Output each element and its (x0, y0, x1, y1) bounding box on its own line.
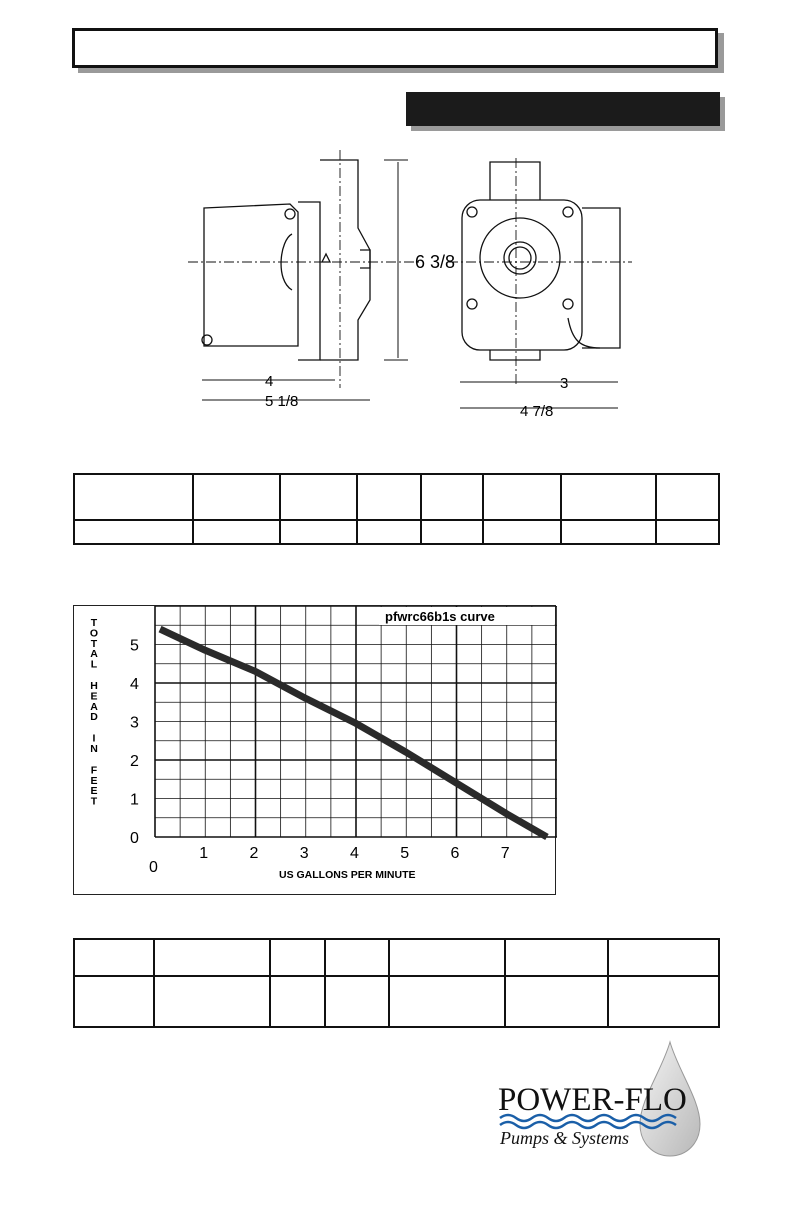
power-flo-logo (494, 1040, 724, 1160)
spec-cell (483, 520, 561, 544)
spec-cell (280, 474, 357, 520)
spec-cell (325, 939, 389, 976)
spec-cell (421, 520, 483, 544)
y-axis-label-letter: T (90, 617, 98, 629)
y-axis-label-letter: O (89, 627, 99, 640)
y-axis-label-letter: E (90, 690, 98, 703)
spec-table-2 (73, 938, 720, 1028)
x-tick-label: 0 (149, 859, 158, 876)
spec-cell (656, 520, 719, 544)
y-tick-label: 1 (130, 791, 139, 809)
y-axis-label-letter: F (90, 764, 98, 777)
y-tick-label: 3 (130, 714, 139, 732)
y-tick-label: 2 (130, 753, 139, 770)
y-axis-label-letter: L (90, 658, 98, 671)
series-line (160, 629, 547, 837)
spec-cell (270, 939, 325, 976)
spec-cell (656, 474, 719, 520)
y-axis-label-letter: A (90, 700, 98, 713)
spec-table (73, 473, 720, 545)
pump-curve-chart (74, 606, 557, 896)
x-tick-label: 3 (299, 845, 309, 862)
spec-cell (280, 520, 357, 544)
dim-height: 6 3/8 (415, 252, 456, 272)
x-tick-label: 4 (350, 845, 359, 862)
spec-cell (325, 976, 389, 1027)
y-axis-label-letter: H (90, 680, 98, 692)
spec-cell (193, 520, 280, 544)
x-tick-label: 6 (450, 845, 460, 862)
spec-cell (483, 474, 561, 520)
y-axis-label-letter: N (90, 743, 98, 755)
spec-cell (154, 939, 270, 976)
y-axis-label-letter: A (90, 648, 98, 661)
dim-width-total: 4 7/8 (520, 403, 554, 420)
spec-cell (561, 474, 656, 520)
logo-brand: POWER-FLO (498, 1082, 687, 1118)
section-header-bar (406, 92, 720, 126)
x-axis-label: US GALLONS PER MINUTE (279, 869, 416, 881)
spec-cell (270, 976, 325, 1027)
spec-cell (389, 976, 505, 1027)
chart-title: pfwrc66b1s curve (385, 609, 495, 624)
y-tick-label: 5 (130, 637, 139, 655)
y-axis-label (90, 617, 98, 808)
dim-depth-body: 4 (265, 373, 274, 390)
pump-dimension-drawing (180, 150, 640, 430)
spec-cell (357, 520, 421, 544)
spec-cell (154, 976, 270, 1027)
y-axis-label-letter: I (92, 732, 96, 745)
spec-cell (505, 976, 608, 1027)
spec-cell (608, 939, 719, 976)
y-axis-label-letter: E (90, 774, 98, 787)
spec-cell (74, 976, 154, 1027)
y-tick-label: 0 (130, 830, 139, 847)
x-tick-label: 7 (500, 845, 510, 862)
y-axis-label-letter: E (90, 785, 98, 798)
spec-cell (608, 976, 719, 1027)
spec-cell (561, 520, 656, 544)
spec-cell (357, 474, 421, 520)
spec-cell (389, 939, 505, 976)
x-tick-label: 5 (400, 845, 410, 862)
dim-width-half: 3 (560, 375, 569, 392)
y-axis-label-letter: D (90, 711, 98, 724)
spec-cell (421, 474, 483, 520)
logo-tagline: Pumps & Systems (500, 1128, 629, 1148)
pump-curve-chart-frame (73, 605, 556, 895)
dim-depth-total: 5 1/8 (265, 393, 299, 410)
y-axis-label-letter: T (90, 795, 98, 808)
y-axis-label-letter: T (90, 637, 98, 650)
spec-cell (74, 474, 193, 520)
page-title-bar (72, 28, 718, 68)
x-tick-label: 2 (249, 845, 259, 862)
spec-cell (193, 474, 280, 520)
spec-cell (74, 939, 154, 976)
spec-cell (74, 520, 193, 544)
spec-cell (505, 939, 608, 976)
x-tick-label: 1 (199, 845, 209, 862)
y-tick-label: 4 (130, 676, 139, 693)
